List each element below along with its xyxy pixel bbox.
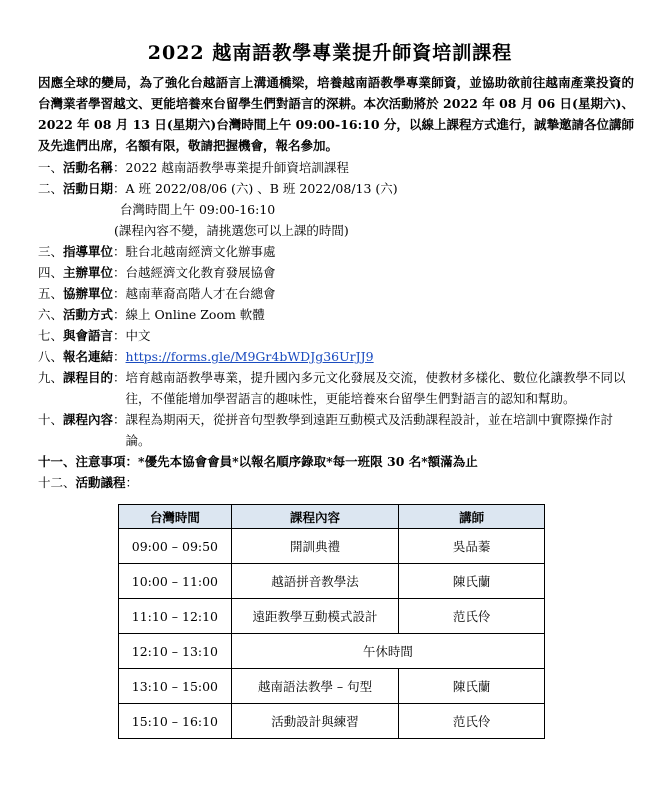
item-notes (38, 451, 638, 472)
cell-time: 15:10 – 16:10 (119, 704, 232, 739)
cell-course: 遠距教學互動模式設計 (231, 599, 399, 634)
item-separator: ： (113, 181, 126, 196)
item-language (38, 325, 638, 346)
item-separator: ： (125, 454, 139, 469)
item-label: 課程內容 (63, 412, 114, 427)
item-label: 活動議程 (75, 475, 126, 490)
intro-paragraph: 因應全球的變局，為了強化台越語言上溝通橋梁，培養越南語教學專業師資，並協助欲前往越南產業投資的台灣業者學習越文、更能培養來台留學生們對語言的深耕。本次活動將於 2022 年 08 月 06 日(星期六)、2022 年 08 月 13 日(星期六)台灣時間上午 09:00-16:10 分，以線上課程方式進行，誠摯邀請各位講師及先進們出席，名額有限，敬請把握機會，報名參加。 (38, 75, 634, 153)
item-label: 活動日期 (63, 181, 114, 196)
item-separator: ： (113, 286, 126, 301)
date-time-note: 台灣時間上午 09:00-16:10 (120, 202, 276, 217)
item-supervisor (38, 241, 638, 262)
item-format (38, 304, 638, 325)
item-separator: ： (113, 307, 126, 322)
item-value: 課程為期兩天，從拼音句型教學到遠距互動模式及活動課程設計，並在培訓中實際操作討論。 (125, 412, 614, 448)
item-content (38, 409, 638, 451)
item-event-date (38, 178, 638, 199)
item-value: 越南華裔高階人才在台總會 (125, 286, 276, 301)
item-separator: ： (113, 328, 126, 343)
item-value: A 班 2022/08/06 (六) 、B 班 2022/08/13 (六) (125, 181, 398, 196)
item-number: 六、 (38, 307, 64, 322)
item-label: 協辦單位 (63, 286, 114, 301)
item-label: 課程目的 (63, 370, 114, 385)
cell-time: 09:00 – 09:50 (119, 529, 232, 564)
item-number: 七、 (38, 328, 64, 343)
cell-teacher: 范氏伶 (399, 704, 545, 739)
item-value: *優先本協會會員*以報名順序錄取*每一班限 30 名*額滿為止 (138, 454, 478, 469)
item-value: 台越經濟文化教育發展協會 (125, 265, 276, 280)
table-row (119, 599, 545, 634)
cell-time: 10:00 – 11:00 (119, 564, 232, 599)
cell-teacher: 范氏伶 (399, 599, 545, 634)
item-separator: ： (113, 265, 126, 280)
item-number: 五、 (38, 286, 64, 301)
item-value: 駐台北越南經濟文化辦事處 (125, 244, 276, 259)
page-title: 2022 越南語教學專業提升師資培訓課程 (147, 42, 513, 64)
item-agenda (38, 472, 638, 493)
item-label: 主辦單位 (63, 265, 114, 280)
agenda-table (118, 504, 545, 739)
table-row (119, 704, 545, 739)
item-label: 報名連結 (63, 349, 114, 364)
cell-time: 13:10 – 15:00 (119, 669, 232, 704)
item-registration (38, 346, 638, 367)
item-number: 十二、 (38, 475, 76, 490)
cell-course: 越南語法教學 – 句型 (231, 669, 399, 704)
header-course: 課程內容 (231, 505, 399, 529)
item-separator: ： (113, 160, 126, 175)
item-label: 指導單位 (63, 244, 114, 259)
item-value: 培育越南語教學專業，提升國內多元文化發展及交流，使教材多樣化、數位化讓教學不同以往，不僅能增加學習語言的趣味性，更能培養來台留學生們對語言的認知和幫助。 (125, 370, 626, 406)
date-choice-note: (課程內容不變，請挑選您可以上課的時間) (114, 223, 349, 238)
item-co-organizer (38, 283, 638, 304)
cell-time: 11:10 – 12:10 (119, 599, 232, 634)
cell-lunch: 午休時間 (231, 634, 544, 669)
item-label: 活動名稱 (63, 160, 114, 175)
header-time: 台灣時間 (119, 505, 232, 529)
table-header-row (119, 505, 545, 529)
cell-teacher: 陳氏蘭 (399, 564, 545, 599)
cell-course: 越語拼音教學法 (231, 564, 399, 599)
item-organizer (38, 262, 638, 283)
item-number: 八、 (38, 349, 64, 364)
table-row-lunch (119, 634, 545, 669)
item-purpose (38, 367, 638, 409)
info-list (38, 157, 638, 493)
cell-course: 開訓典禮 (231, 529, 399, 564)
item-value: 線上 Online Zoom 軟體 (125, 307, 265, 322)
cell-course: 活動設計與練習 (231, 704, 399, 739)
cell-teacher: 陳氏蘭 (399, 669, 545, 704)
item-separator: ： (113, 244, 126, 259)
cell-time: 12:10 – 13:10 (119, 634, 232, 669)
item-number: 二、 (38, 181, 64, 196)
item-number: 一、 (38, 160, 64, 175)
item-separator: ： (113, 349, 126, 364)
item-number: 四、 (38, 265, 64, 280)
item-number: 三、 (38, 244, 64, 259)
item-value: 2022 越南語教學專業提升師資培訓課程 (125, 160, 349, 175)
table-row (119, 669, 545, 704)
item-label: 注意事項 (75, 454, 126, 469)
item-number: 十、 (38, 412, 64, 427)
cell-teacher: 吳品蓁 (399, 529, 545, 564)
item-number: 十一、 (38, 454, 76, 469)
item-separator: ： (125, 475, 139, 490)
item-value: 中文 (125, 328, 151, 343)
item-label: 活動方式 (63, 307, 114, 322)
item-separator: ： (113, 370, 126, 385)
item-value (138, 472, 638, 493)
header-teacher: 講師 (399, 505, 545, 529)
item-event-name (38, 157, 638, 178)
item-number: 九、 (38, 370, 64, 385)
table-row (119, 529, 545, 564)
registration-link[interactable]: https://forms.gle/M9Gr4bWDJg36UrJJ9 (125, 349, 374, 364)
item-separator: ： (113, 412, 126, 427)
item-label: 與會語言 (63, 328, 114, 343)
table-row (119, 564, 545, 599)
